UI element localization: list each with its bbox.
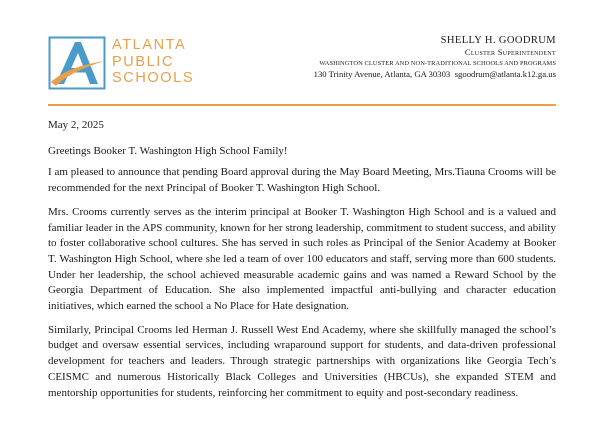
sender-email: sgoodrum@atlanta.k12.ga.us <box>454 69 556 79</box>
letter-date: May 2, 2025 <box>48 119 104 131</box>
letter-greeting: Greetings Booker T. Washington High School Family! <box>48 144 288 157</box>
sender-name: SHELLY H. GOODRUM <box>440 35 556 46</box>
sender-department: WASHINGTON CLUSTER AND NON-TRADITIONAL SCHOOLS AND PROGRAMS <box>319 60 556 67</box>
aps-logo-wordmark <box>112 37 194 87</box>
aps-logo <box>48 36 208 90</box>
logo-line-atlanta: ATLANTA <box>112 37 187 53</box>
letterhead-divider <box>48 104 556 106</box>
letter-paragraph-announcement: I am pleased to announce that pending Board approval during the May Board Meeting, Mrs.Tiauna Crooms will be recommended for the next Principal of Booker T. Washington High School. <box>48 166 556 195</box>
sender-block <box>314 34 556 80</box>
sender-contact <box>314 69 556 80</box>
sender-title: Cluster Superintendent <box>464 47 556 57</box>
aps-logo-icon <box>48 36 106 90</box>
sender-address: 130 Trinity Avenue, Atlanta, GA 30303 <box>313 69 451 79</box>
logo-line-public: PUBLIC <box>112 53 174 70</box>
logo-line-schools: SCHOOLS <box>112 70 195 86</box>
letter-body <box>48 118 556 409</box>
letterhead <box>0 0 602 110</box>
letter-paragraph-experience: Similarly, Principal Crooms led Herman J. Russell West End Academy, where she skillfully managed the school’s budget and oversaw essential services, including wraparound support for students, and data-driven professional development for teachers and leaders. Through strategic partnerships with organizations like Georgia Tech’s CEISMC and numerous Historically Black Colleges and Universities (HBCUs), she expanded STEM and mentorship opportunities for students, reinforcing her commitment to equity and post-secondary readiness. <box>48 323 556 399</box>
letter-paragraph-background: Mrs. Crooms currently serves as the interim principal at Booker T. Washington High School and is a valued and familiar leader in the APS community, known for her strong leadership, commitment to student success, and ability to foster collaborative school cultures. She has served in such roles as Principal of the Senior Academy at Booker T. Washington High School, where she led a team of over 100 educators and staff, serving more than 600 students. Under her leadership, the school achieved measurable academic gains and was named a Reward School by the Georgia Department of Education. She also implemented impactful anti-bullying and character education initiatives, which earned the school a No Place for Hate designation. <box>48 205 556 313</box>
